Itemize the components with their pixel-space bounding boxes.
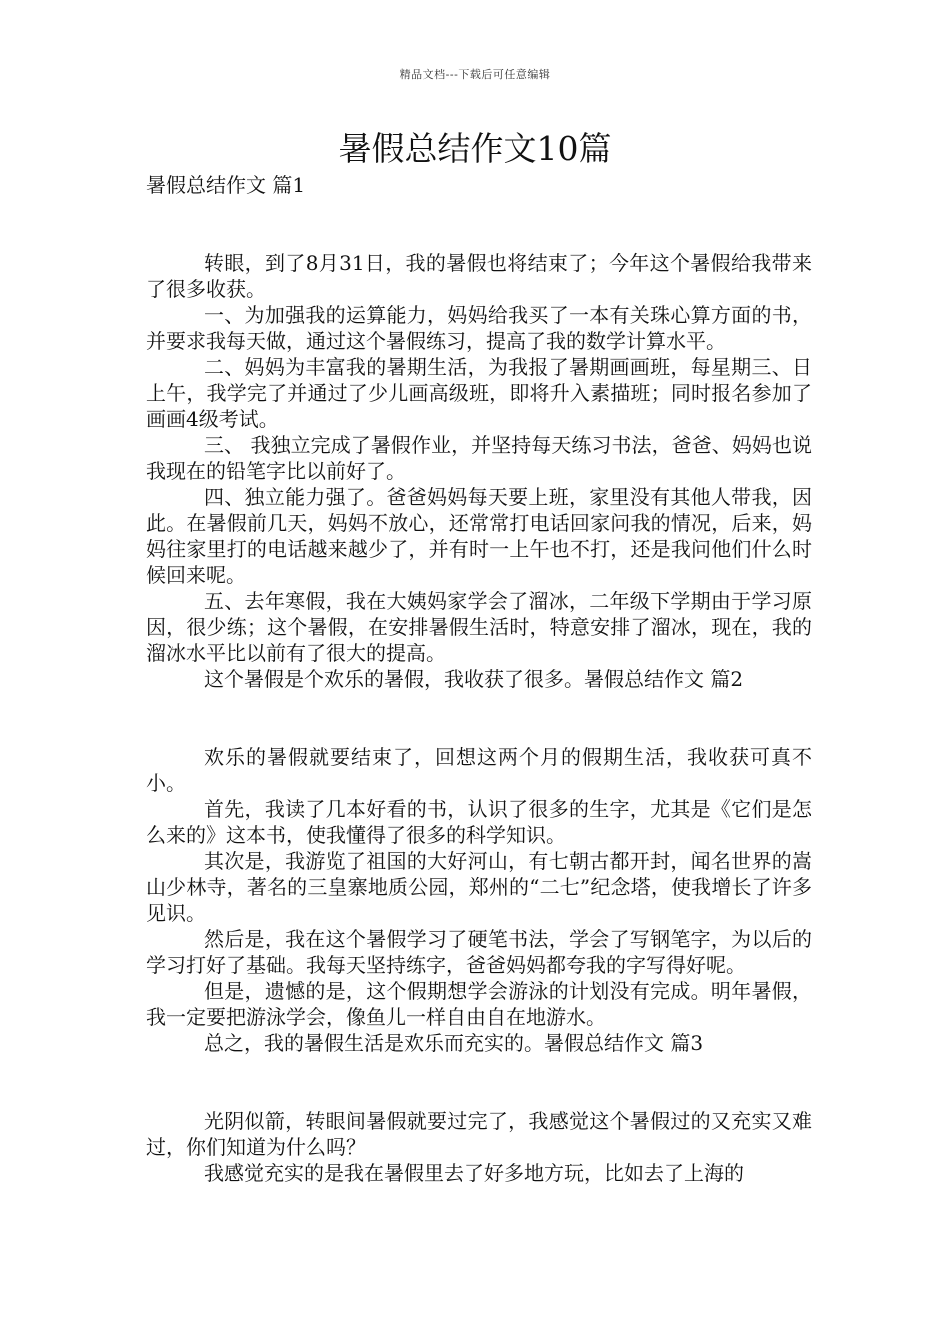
- paragraph: 欢乐的暑假就要结束了，回想这两个月的假期生活，我收获可真不小。: [146, 745, 812, 795]
- spacer: [146, 692, 812, 744]
- header-note: 精品文档---下载后可任意编辑: [399, 68, 551, 81]
- paragraph: 光阴似箭，转眼间暑假就要过完了，我感觉这个暑假过的又充实又难过，你们知道为什么吗？: [146, 1109, 812, 1159]
- paragraph: 转眼，到了8月31日，我的暑假也将结束了；今年这个暑假给我带来了很多收获。: [146, 251, 812, 301]
- spacer: [146, 198, 812, 250]
- document-body: [146, 172, 812, 1186]
- paragraph: 首先，我读了几本好看的书，认识了很多的生字，尤其是《它们是怎么来的》这本书，使我懂得了很多的科学知识。: [146, 797, 812, 847]
- paragraph: 其次是，我游览了祖国的大好河山，有七朝古都开封，闻名世界的嵩山少林寺，著名的三皇寨地质公园，郑州的“二七”纪念塔，使我增长了许多见识。: [146, 849, 812, 925]
- document-title: 暑假总结作文10篇: [338, 129, 612, 168]
- paragraph: 四、独立能力强了。爸爸妈妈每天要上班，家里没有其他人带我，因此。在暑假前几天，妈妈不放心，还常常打电话回家问我的情况，后来，妈妈往家里打的电话越来越少了，并有时一上午也不打，还是我问他们什么时候回来呢。: [146, 485, 812, 587]
- paragraph: 三、 我独立完成了暑假作业，并坚持每天练习书法，爸爸、妈妈也说我现在的铅笔字比以前好了。: [146, 433, 812, 483]
- paragraph: 五、去年寒假，我在大姨妈家学会了溜冰，二年级下学期由于学习原因，很少练；这个暑假，在安排暑假生活时，特意安排了溜冰，现在，我的溜冰水平比以前有了很大的提高。: [146, 589, 812, 665]
- spacer: [146, 1056, 812, 1108]
- paragraph: 一、为加强我的运算能力，妈妈给我买了一本有关珠心算方面的书，并要求我每天做，通过这个暑假练习，提高了我的数学计算水平。: [146, 303, 812, 353]
- section-heading-1: 暑假总结作文 篇1: [146, 173, 306, 197]
- paragraph: 总之，我的暑假生活是欢乐而充实的。暑假总结作文 篇3: [204, 1031, 704, 1055]
- paragraph: 我感觉充实的是我在暑假里去了好多地方玩，比如去了上海的: [204, 1161, 744, 1185]
- paragraph: 二、妈妈为丰富我的暑期生活，为我报了暑期画画班，每星期三、日上午，我学完了并通过了少儿画高级班，即将升入素描班；同时报名参加了画画4级考试。: [146, 355, 812, 431]
- paragraph: 但是，遗憾的是，这个假期想学会游泳的计划没有完成。明年暑假，我一定要把游泳学会，像鱼儿一样自由自在地游水。: [146, 979, 812, 1029]
- paragraph: 然后是，我在这个暑假学习了硬笔书法，学会了写钢笔字，为以后的学习打好了基础。我每天坚持练字，爸爸妈妈都夸我的字写得好呢。: [146, 927, 812, 977]
- paragraph: 这个暑假是个欢乐的暑假，我收获了很多。暑假总结作文 篇2: [204, 667, 744, 691]
